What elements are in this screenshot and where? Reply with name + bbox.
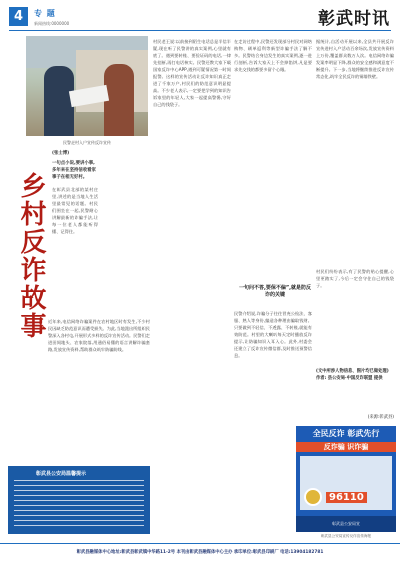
ad-notice-box <box>8 466 150 534</box>
credits-author: 作者: 县公安局·中国反诈联盟 提供 <box>316 376 383 381</box>
article-column-e: 民警介绍说,诈骗分子往往冒充公检法、客服、熟人等身份,编造各种理由骗取钱财。只要做到不轻信、不透露、不转账,就能有效防范。村里的大喇叭每天定时播放反诈提示,让防骗知识入耳入心。此外,村委会还建立了反诈宣传微信群,及时推送预警信息。 <box>234 311 312 358</box>
police-emblem-icon <box>304 488 322 506</box>
section-title: 专 题 <box>34 9 56 18</box>
photo-police-officer <box>44 66 74 136</box>
poster-slogan: 反诈骗 识诈骗 <box>296 442 396 452</box>
credits-note: (文中所涉人物信息、图片均已做处理) <box>316 369 389 374</box>
poster-headline: 全民反诈 彰武先行 <box>296 426 396 442</box>
credit-source: (来源:彰武县) <box>367 415 394 420</box>
article-column-c: 村民老王说:以前接到陌生电话总是半信半疑,现在听了民警讲的真实案例,心里就有底了。遇到要转账、要验证码的电话,一律先挂断,再打电话核实。民警还教大家下载国家反诈中心APP,遇到可疑情况第一时间报警。这样的宣传活动让反诈知识真正走进了千家万户,村民们的防范意识明显提高。不少老人表示,一定要把学到的知识告诉家里的年轻人,大家一起提高警惕,守好自己的钱袋子。 <box>153 39 231 107</box>
poster-caption: 彰武县公安局宣传反诈宣传海报 <box>320 534 372 538</box>
anti-fraud-poster <box>296 426 396 532</box>
page-header <box>0 0 400 34</box>
article-byline: (张士博) <box>52 151 70 156</box>
article-credits <box>316 368 394 382</box>
section-subtitle: 新闻热线:0000000 <box>34 21 70 26</box>
article-subheading: 一句问不答,要保不偏”,就是防反诈的关键 <box>238 285 312 298</box>
page-number: 4 <box>9 7 28 26</box>
page-footer: 彰武县融媒体中心地址:彰武县彰武镇中华路11-2号 本刊由彰武县融媒体中心主办 承印单位:彰武县印刷厂 电话:13904182781 <box>76 550 324 555</box>
article-summary: 一句点小说,要讲小事,多年来在坚持信收看家事子在相无好村。 <box>52 161 96 180</box>
poster-footer: 彰武县公安局宣 <box>296 516 396 532</box>
article-column-b: 近年来,电信网络诈骗案件在农村地区时有发生,不少村民因缺乏防范意识而遭受损失。为此,当地派出所组织民警深入各村屯,开展形式多样的反诈宣传活动。民警们走进田间地头、农家院落,用通俗易懂的语言讲解诈骗套路,发放宣传资料,帮助群众筑牢防骗防线。 <box>48 319 150 352</box>
article-column-a: 在彰武县北部的某村庄里,讲述的是当地人生活里最常见的话题。村民们围坐在一起,民警耐心讲解最新的诈骗手法,让每一位老人都能听得懂、记得住。 <box>52 187 98 234</box>
header-rule <box>9 30 391 31</box>
article-column-d: 在走访过程中,民警还发现部分村民对网络购物、刷单返利等新型诈骗手法了解不多。民警结合身边发生的真实案例,逐一进行剖析,告诉大家天上不会掉馅饼,凡是要求先交钱的都要多留个心眼。 <box>234 39 312 72</box>
article-headline: 乡村反诈故事 <box>16 172 46 340</box>
ad-notice-text-lines <box>14 480 144 528</box>
ad-notice-title: 彰武县公安局温馨提示 <box>36 471 87 477</box>
article-column-g: 村民们纷纷表示,有了民警的贴心提醒,心里更踏实了,今后一定会守住自己的钱袋子。 <box>316 269 394 288</box>
article-photo <box>26 36 148 136</box>
poster-hotline: 96110 <box>326 492 367 503</box>
masthead-title: 彰武时讯 <box>318 9 390 29</box>
article-column-f: 据统计,自活动开展以来,全县共开展反诈宣传进村入户活动百余场次,发放宣传资料上万份,覆盖群众数万人次。电信网络诈骗发案率明显下降,群众的安全感和满意度不断提升。下一步,当地将继续推进反诈宣传常态化,筑牢全民反诈的铜墙铁壁。 <box>316 39 394 79</box>
photo-caption: 民警走村入户宣传反诈宣传 <box>63 140 111 145</box>
footer-rule <box>0 543 400 544</box>
